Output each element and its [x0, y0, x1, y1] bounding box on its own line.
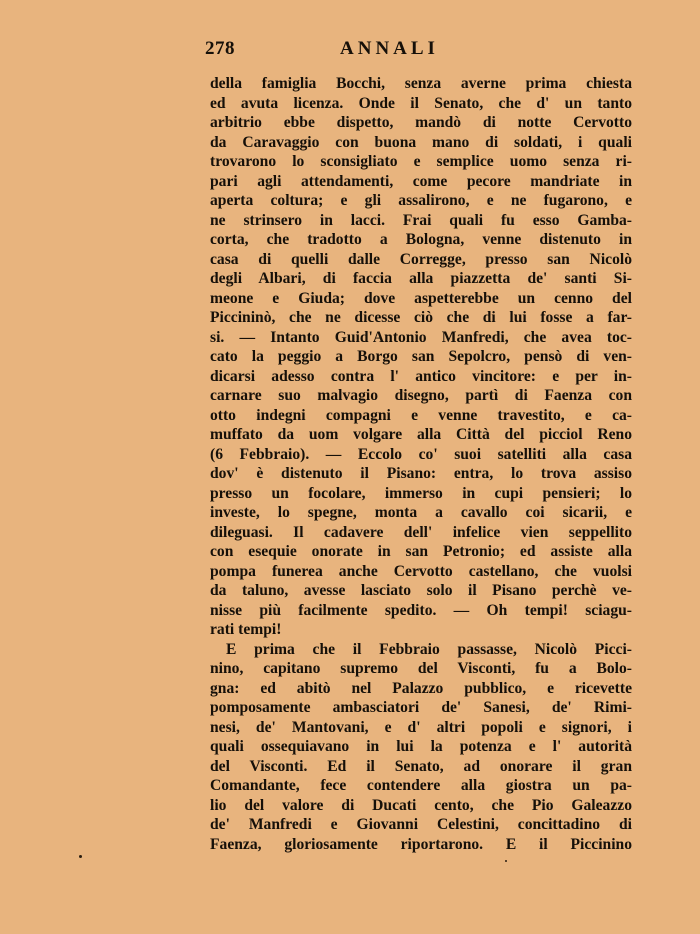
- text-line: casa di quelli dalle Corregge, presso san Nicolò: [210, 250, 632, 268]
- text-line: pari agli attendamenti, come pecore mandriate in: [210, 172, 632, 190]
- text-line: Piccininò, che ne dicesse ciò che di lui fosse a far-: [210, 309, 632, 326]
- text-line: dileguasi. Il cadavere dell' infelice vien seppellito: [210, 523, 632, 541]
- text-line: Faenza, gloriosamente riportarono. E il Piccinino: [210, 835, 632, 853]
- text-line: carnare suo malvagio disegno, partì di Faenza con: [210, 387, 632, 404]
- text-line: quali ossequiavano in lui la potenza e l' autorità: [210, 738, 632, 755]
- text-line: nino, capitano supremo del Visconti, fu a Bolo-: [210, 660, 632, 677]
- running-head: [205, 38, 645, 66]
- text-line: investe, lo spegne, monta a cavallo coi sicarii, e: [210, 504, 632, 521]
- text-line: lio del valore di Ducati cento, che Pio Galeazzo: [210, 796, 632, 814]
- text-line: ne strinsero in lacci. Frai quali fu esso Gamba-: [210, 211, 632, 229]
- text-line: otto indegni compagni e venne travestito, e ca-: [210, 406, 632, 424]
- ink-speck: [505, 860, 507, 862]
- text-line: del Visconti. Ed il Senato, ad onorare il gran: [210, 757, 632, 775]
- text-line: corta, che tradotto a Bologna, venne distenuto in: [210, 231, 632, 248]
- text-line: della famiglia Bocchi, senza averne prima chiesta: [210, 75, 632, 92]
- text-line: pomposamente ambasciatori de' Sanesi, de' Rimi-: [210, 699, 632, 716]
- text-line: aperta coltura; e gli assalirono, e ne fugarono, e: [210, 192, 632, 209]
- text-line: gna: ed abitò nel Palazzo pubblico, e ricevette: [210, 679, 632, 697]
- text-line: degli Albari, di faccia alla piazzetta de' santi Si-: [210, 270, 632, 287]
- text-line: ed avuta licenza. Onde il Senato, che d' un tanto: [210, 94, 632, 112]
- text-line: dicarsi adesso contra l' antico vincitore: e per in-: [210, 367, 632, 385]
- body-text: [210, 74, 632, 854]
- text-line: meone e Giuda; dove aspetterebbe un cenno del: [210, 289, 632, 307]
- text-line: (6 Febbraio). — Eccolo co' suoi satelliti alla casa: [210, 445, 632, 463]
- text-line: presso un focolare, immerso in cupi pensieri; lo: [210, 484, 632, 502]
- text-line: con esequie onorate in san Petronio; ed assiste alla: [210, 543, 632, 560]
- paragraph-end-line: rati tempi!: [210, 621, 282, 638]
- running-title: ANNALI: [340, 38, 439, 59]
- text-line: de' Manfredi e Giovanni Celestini, concittadino di: [210, 816, 632, 833]
- text-line: si. — Intanto Guid'Antonio Manfredi, che avea toc-: [210, 328, 632, 346]
- text-line: trovarono lo sconsigliato e semplice uomo senza ri-: [210, 153, 632, 170]
- text-line: nisse più facilmente spedito. — Oh tempi! sciagu-: [210, 601, 632, 619]
- ink-speck: [79, 855, 82, 858]
- text-line: nesi, de' Mantovani, e d' altri popoli e signori, i: [210, 718, 632, 736]
- text-line: da taluno, avesse lasciato solo il Pisano perchè ve-: [210, 582, 632, 599]
- paragraph-start-line: E prima che il Febbraio passasse, Nicolò Picci-: [226, 640, 632, 658]
- text-line: muffato da uom volgare alla Città del picciol Reno: [210, 426, 632, 443]
- text-line: arbitrio ebbe dispetto, mandò di notte Cervotto: [210, 114, 632, 131]
- text-line: cato la peggio a Borgo san Sepolcro, pensò di ven-: [210, 348, 632, 365]
- text-line: da Caravaggio con buona mano di soldati, i quali: [210, 133, 632, 151]
- text-line: pompa funerea anche Cervotto castellano, che vuolsi: [210, 562, 632, 580]
- text-line: dov' è distenuto il Pisano: entra, lo trova assiso: [210, 465, 632, 482]
- text-line: Comandante, fece contendere alla giostra un pa-: [210, 777, 632, 794]
- page-number: 278: [205, 38, 235, 59]
